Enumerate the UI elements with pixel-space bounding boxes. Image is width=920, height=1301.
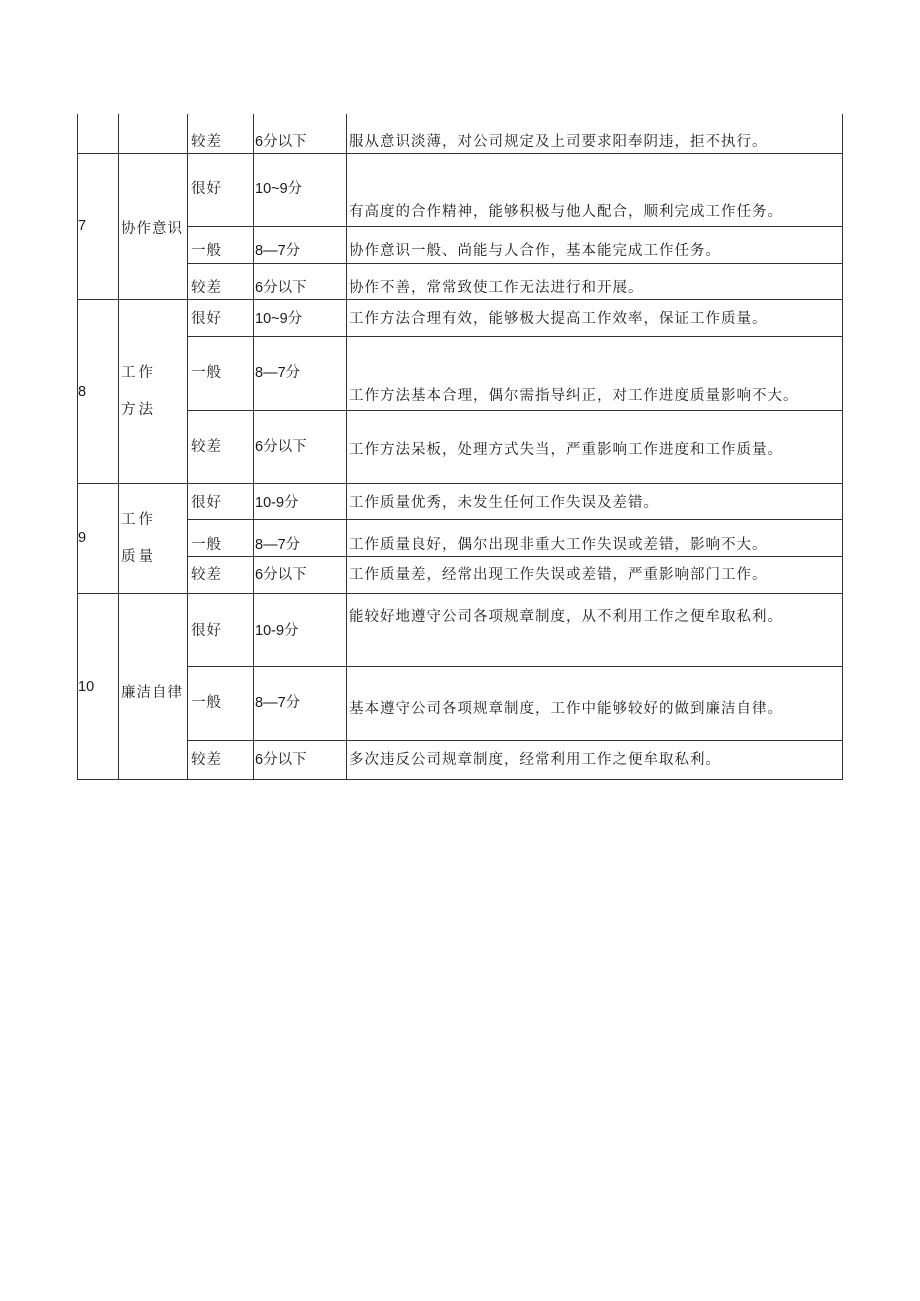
- item-number: 8: [78, 384, 87, 400]
- score-cell: 10-9分: [255, 623, 299, 639]
- desc-cell: 工作质量良好，偶尔出现非重大工作失误或差错，影响不大。: [349, 537, 768, 553]
- category-label: 协作意识: [121, 221, 183, 237]
- desc-cell: 多次违反公司规章制度，经常利用工作之便牟取私利。: [349, 752, 721, 768]
- level-cell: 较差: [191, 567, 222, 583]
- grid-line: [118, 114, 119, 779]
- score-cell: 8—7分: [255, 695, 301, 711]
- level-cell: 很好: [191, 623, 222, 639]
- level-cell: 较差: [191, 752, 222, 768]
- score-cell: 6分以下: [255, 280, 307, 296]
- grid-line: [187, 226, 843, 227]
- grid-line: [346, 114, 347, 779]
- score-cell: 10~9分: [255, 311, 303, 327]
- level-cell: 一般: [191, 695, 222, 711]
- grid-line: [842, 114, 843, 779]
- score-cell: 8—7分: [255, 537, 301, 553]
- grid-line: [77, 483, 843, 484]
- score-cell: 6分以下: [255, 567, 307, 583]
- category-label: 工作: [121, 365, 156, 381]
- category-label: 方法: [121, 402, 156, 418]
- item-number: 9: [78, 530, 87, 546]
- desc-cell: 能较好地遵守公司各项规章制度，从不利用工作之便牟取私利。: [349, 609, 783, 625]
- grid-line: [187, 114, 188, 779]
- grid-line: [187, 740, 843, 741]
- desc-cell: 工作方法呆板，处理方式失当，严重影响工作进度和工作质量。: [349, 442, 783, 458]
- desc-cell: 协作不善，常常致使工作无法进行和开展。: [349, 280, 644, 296]
- level-cell: 很好: [191, 181, 222, 197]
- level-cell: 较差: [191, 439, 222, 455]
- item-number: 7: [78, 218, 87, 234]
- level-cell: 较差: [191, 280, 222, 296]
- desc-cell: 协作意识一般、尚能与人合作，基本能完成工作任务。: [349, 243, 721, 259]
- score-cell: 6分以下: [255, 439, 307, 455]
- grid-line: [77, 153, 843, 154]
- level-cell: 较差: [191, 134, 222, 150]
- score-cell: 8—7分: [255, 243, 301, 259]
- grid-line: [187, 410, 843, 411]
- score-cell: 6分以下: [255, 752, 307, 768]
- level-cell: 很好: [191, 311, 222, 327]
- grid-line: [77, 593, 843, 594]
- grid-line: [253, 114, 254, 779]
- desc-cell: 有高度的合作精神，能够积极与他人配合，顺利完成工作任务。: [349, 204, 783, 220]
- level-cell: 一般: [191, 243, 222, 259]
- desc-cell: 工作质量差，经常出现工作失误或差错，严重影响部门工作。: [349, 567, 768, 583]
- grid-line: [187, 336, 843, 337]
- desc-cell: 工作方法基本合理，偶尔需指导纠正，对工作进度质量影响不大。: [349, 388, 799, 404]
- grid-line: [187, 263, 843, 264]
- category-label: 廉洁自律: [121, 685, 183, 701]
- desc-cell: 基本遵守公司各项规章制度，工作中能够较好的做到廉洁自律。: [349, 701, 783, 717]
- grid-line: [77, 299, 843, 300]
- level-cell: 很好: [191, 495, 222, 511]
- grid-line: [187, 519, 843, 520]
- desc-cell: 工作方法合理有效，能够极大提高工作效率，保证工作质量。: [349, 311, 768, 327]
- item-number: 10: [78, 679, 95, 695]
- grid-line: [187, 556, 843, 557]
- desc-cell: 工作质量优秀，未发生任何工作失误及差错。: [349, 495, 659, 511]
- desc-cell: 服从意识淡薄，对公司规定及上司要求阳奉阴违，拒不执行。: [349, 134, 768, 150]
- grid-line: [77, 779, 843, 780]
- score-cell: 10-9分: [255, 495, 299, 511]
- level-cell: 一般: [191, 365, 222, 381]
- level-cell: 一般: [191, 537, 222, 553]
- category-label: 质量: [121, 549, 156, 565]
- category-label: 工作: [121, 512, 156, 528]
- grid-line: [187, 666, 843, 667]
- score-cell: 10~9分: [255, 181, 303, 197]
- score-cell: 6分以下: [255, 134, 307, 150]
- score-cell: 8—7分: [255, 365, 301, 381]
